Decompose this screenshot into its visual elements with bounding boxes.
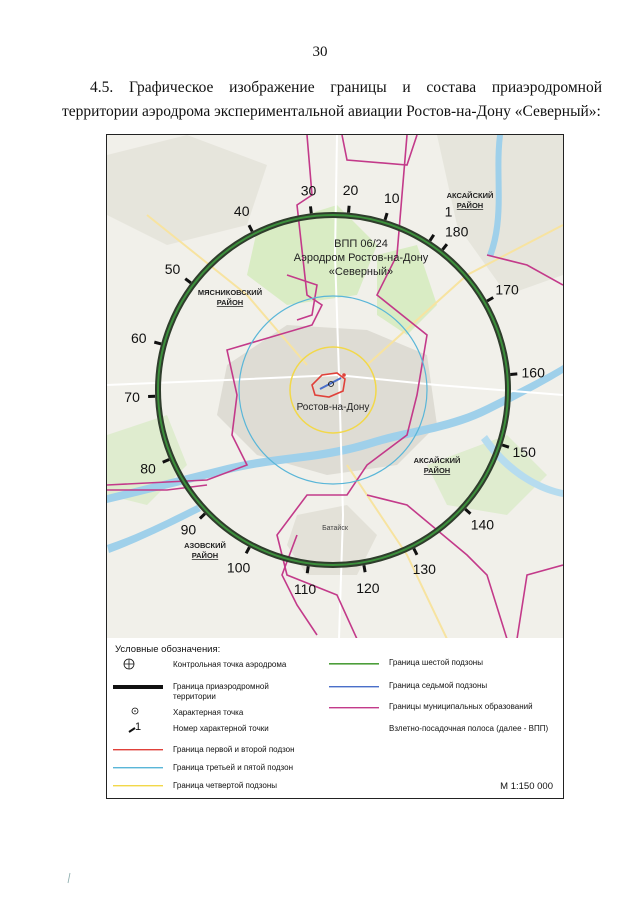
page-number: 30 (312, 44, 328, 60)
point-label-100: 100 (226, 559, 251, 576)
legend-sub4-swatch (113, 784, 163, 788)
point-tick-120 (364, 565, 365, 572)
legend-sub7: Граница седьмой подзоны (389, 681, 488, 690)
legend-sub6: Граница шестой подзоны (389, 658, 483, 667)
point-label-20: 20 (342, 181, 359, 198)
char-point-icon (131, 707, 139, 715)
point-label-130: 130 (412, 561, 436, 578)
legend-sub12-swatch (113, 748, 163, 752)
point-tick-160 (510, 374, 517, 375)
runway-label-line2: Аэродром Ростов-на-Дону (293, 252, 429, 264)
map-frame (106, 134, 564, 640)
point-label-140: 140 (470, 516, 495, 533)
legend-sub35: Граница третьей и пятой подзон (173, 763, 293, 772)
district-label-aksay-right-line2: РАЙОН (423, 466, 451, 475)
point-label-50: 50 (164, 261, 181, 277)
district-label-myasnikovsky-line1: МЯСНИКОВСКИЙ (197, 288, 263, 297)
district-label-aksay-top-line1: АКСАЙСКИЙ (446, 191, 494, 200)
point-label-30: 30 (300, 182, 317, 199)
map-legend (106, 638, 564, 799)
district-label-azov-line2: РАЙОН (191, 551, 219, 560)
legend-title: Условные обозначения: (115, 644, 221, 655)
sub12-marker (342, 373, 346, 377)
point-label-60: 60 (131, 330, 147, 346)
legend-sub6-swatch (329, 662, 379, 666)
district-label-myasnikovsky-line2: РАЙОН (216, 298, 244, 307)
point-tick-150 (502, 445, 509, 447)
section-heading: 4.5. Графическое изображение границы и состава приаэродромной территории аэродрома экспериментальной авиации Ростов-на-Дону «Северный»: (62, 79, 602, 120)
point-label-10: 10 (384, 189, 400, 206)
point-tick-110 (307, 566, 308, 573)
legend-sub35-swatch (113, 766, 163, 770)
point-label-150: 150 (512, 444, 536, 461)
district-label-aksay-top-line2: РАЙОН (456, 201, 484, 210)
pen-mark (66, 872, 72, 884)
legend-municipal-swatch (329, 706, 379, 710)
point-label-120: 120 (356, 579, 380, 596)
point-label-80: 80 (140, 460, 156, 477)
legend-municipal: Границы муниципальных образований (389, 702, 533, 711)
point-tick-60 (154, 342, 161, 344)
point-label-110: 110 (293, 581, 317, 597)
district-label-azov-line1: АЗОВСКИЙ (184, 541, 226, 550)
legend-runway: Взлетно-посадочная полоса (далее - ВПП) (389, 724, 549, 733)
legend-char-point: Характерная точка (173, 708, 244, 717)
district-label-aksay-right-line1: АКСАЙСКИЙ (413, 456, 461, 465)
legend-sub12: Граница первой и второй подзон (173, 745, 295, 754)
point-label-180: 180 (445, 223, 469, 240)
runway-label-line3: «Северный» (328, 266, 394, 278)
legend-boundary: Граница приаэродромной территории (173, 682, 269, 701)
legend-point-number-sample: 1 (135, 721, 142, 733)
map-scale: М 1:150 000 (500, 781, 553, 792)
point-label-70: 70 (124, 389, 140, 405)
legend-point-number: Номер характерной точки (173, 724, 269, 733)
runway-label-line1: ВПП 06/24 (334, 238, 388, 250)
point-label-170: 170 (495, 281, 519, 298)
point-label-40: 40 (233, 202, 250, 219)
control-point-icon (123, 658, 135, 670)
point-tick-20 (349, 206, 350, 213)
city-label: Ростов-на-Дону (296, 402, 370, 413)
point-label-1: 1 (444, 203, 453, 220)
point-label-90: 90 (180, 521, 197, 538)
legend-sub4: Граница четвертой подзоны (173, 781, 278, 790)
point-tick-30 (310, 206, 311, 213)
point-tick-10 (385, 213, 387, 220)
legend-boundary-swatch (113, 684, 163, 690)
bataysk-label: Батайск (322, 525, 348, 532)
legend-control-point: Контрольная точка аэродрома (173, 660, 287, 669)
legend-sub7-swatch (329, 685, 379, 689)
point-label-160: 160 (521, 364, 545, 381)
map-canvas (107, 135, 563, 639)
